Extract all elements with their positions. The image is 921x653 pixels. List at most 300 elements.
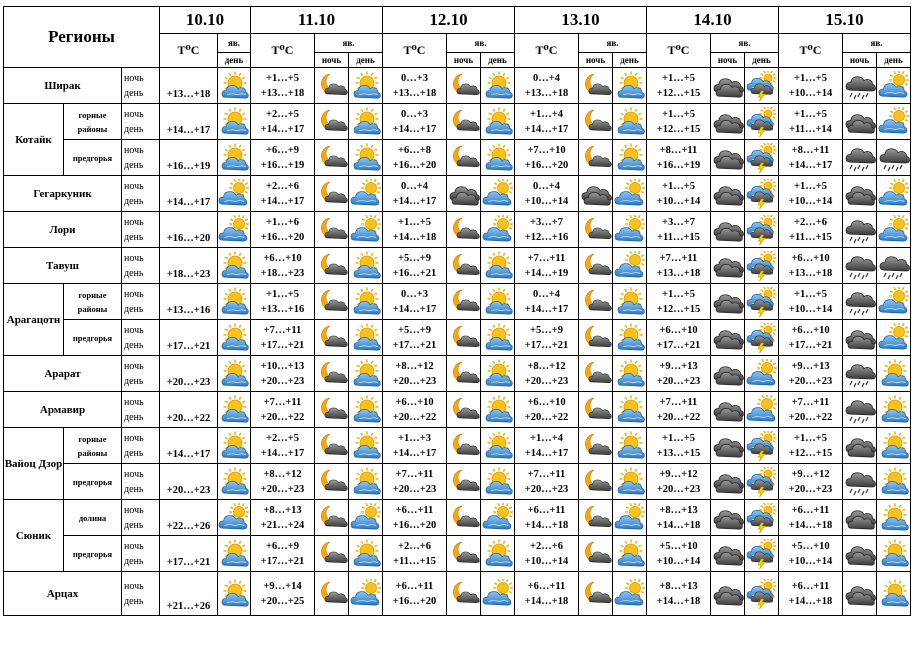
moon-cloud-icon (315, 500, 349, 536)
dark-cloud-icon (447, 176, 481, 212)
temperature-range: +6…+9 +17…+21 (251, 536, 315, 572)
dark-cloud-icon (711, 356, 745, 392)
temperature-day: +13…+16 (160, 284, 218, 320)
temperature-range: +7…+11 +20…+22 (647, 392, 711, 428)
temperature-day: +22…+26 (160, 500, 218, 536)
temperature-day: +20…+22 (160, 392, 218, 428)
temperature-range: +6…+11 +14…+18 (779, 572, 843, 616)
sun-cloud-icon (481, 320, 515, 356)
phenomena-header: яв. (447, 34, 515, 53)
sun-cloud-icon (481, 68, 515, 104)
temperature-range: +1…+5 +10…+14 (779, 68, 843, 104)
moon-cloud-icon (579, 464, 613, 500)
temperature-range: +6…+11 +14…+18 (515, 500, 579, 536)
sun-cloud-icon (349, 428, 383, 464)
dark-cloud-icon (579, 176, 613, 212)
table-row (4, 536, 911, 572)
cloud-sun-icon (877, 284, 911, 320)
cloud-sun-icon (613, 212, 647, 248)
temperature-range: 0…+4 +14…+17 (515, 284, 579, 320)
temperature-range: +1…+6 +16…+20 (251, 212, 315, 248)
temperature-range: 0…+4 +13…+18 (515, 68, 579, 104)
rain-cloud-icon (843, 68, 877, 104)
moon-cloud-icon (315, 68, 349, 104)
moon-cloud-icon (447, 572, 481, 616)
storm-icon (745, 212, 779, 248)
sun-cloud-icon (218, 248, 251, 284)
phenomena-header: яв. (218, 34, 251, 53)
sun-cloud-icon (218, 464, 251, 500)
storm-icon (745, 536, 779, 572)
rain-cloud-icon (843, 248, 877, 284)
temperature-range: +1…+5 +11…+14 (779, 104, 843, 140)
dark-cloud-icon (711, 68, 745, 104)
sun-cloud-icon (481, 284, 515, 320)
temperature-range: +8…+11 +14…+17 (779, 140, 843, 176)
moon-cloud-icon (315, 284, 349, 320)
sun-cloud-icon (877, 536, 911, 572)
temperature-range: +5…+9 +17…+21 (515, 320, 579, 356)
moon-cloud-icon (315, 176, 349, 212)
cloud-sun-icon (481, 500, 515, 536)
temperature-range: +7…+10 +16…+20 (515, 140, 579, 176)
temperature-range: +9…+12 +20…+23 (779, 464, 843, 500)
cloud-sun-icon (349, 212, 383, 248)
storm-icon (745, 140, 779, 176)
period-labels: ночь день (122, 284, 160, 320)
table-row (4, 356, 911, 392)
table-row (4, 284, 911, 320)
temperature-range: +9…+14 +20…+25 (251, 572, 315, 616)
temperature-range: +6…+11 +16…+20 (383, 572, 447, 616)
cloud-sun-icon (613, 572, 647, 616)
temperature-range: +6…+8 +16…+20 (383, 140, 447, 176)
cloud-sun-icon (218, 212, 251, 248)
subregion-name: предгорья (64, 140, 122, 176)
temperature-range: +9…+12 +20…+23 (647, 464, 711, 500)
temperature-range: +2…+6 +14…+17 (251, 176, 315, 212)
temperature-range: 0…+3 +14…+17 (383, 284, 447, 320)
sun-cloud-icon (218, 356, 251, 392)
period-labels: ночь день (122, 392, 160, 428)
dark-cloud-icon (711, 428, 745, 464)
temperature-header: T⁰C (251, 34, 315, 68)
sun-cloud-icon (349, 320, 383, 356)
table-row (4, 464, 911, 500)
table-row (4, 68, 911, 104)
sun-cloud-icon (218, 68, 251, 104)
dark-cloud-icon (711, 572, 745, 616)
date-header: 10.10 (160, 7, 251, 34)
sun-cloud-icon (877, 392, 911, 428)
sun-cloud-icon (218, 284, 251, 320)
table-row (4, 176, 911, 212)
temperature-range: +2…+6 +11…+15 (383, 536, 447, 572)
period-labels: ночь день (122, 140, 160, 176)
sun-cloud-icon (349, 248, 383, 284)
subregion-name: предгорья (64, 536, 122, 572)
moon-cloud-icon (315, 320, 349, 356)
temperature-range: 0…+3 +14…+17 (383, 104, 447, 140)
storm-icon (745, 500, 779, 536)
day-subheader: день (745, 53, 779, 68)
sun-cloud-icon (349, 356, 383, 392)
sun-cloud-icon (481, 392, 515, 428)
moon-cloud-icon (315, 248, 349, 284)
sun-cloud-icon (481, 428, 515, 464)
temperature-range: +3…+7 +11…+15 (647, 212, 711, 248)
temperature-range: +6…+9 +16…+19 (251, 140, 315, 176)
date-header: 12.10 (383, 7, 515, 34)
region-name: Гегаркуник (4, 176, 122, 212)
region-name: Армавир (4, 392, 122, 428)
storm-icon (745, 572, 779, 616)
subregion-name: долина (64, 500, 122, 536)
rain-cloud-icon (843, 464, 877, 500)
temperature-range: +1…+5 +12…+15 (647, 68, 711, 104)
period-labels: ночь день (122, 212, 160, 248)
temperature-range: +7…+11 +17…+21 (251, 320, 315, 356)
temperature-range: +2…+5 +14…+17 (251, 104, 315, 140)
moon-cloud-icon (447, 212, 481, 248)
moon-cloud-icon (447, 284, 481, 320)
rain-cloud-icon (877, 248, 911, 284)
sun-cloud-icon (218, 104, 251, 140)
moon-cloud-icon (315, 356, 349, 392)
storm-icon (745, 464, 779, 500)
dark-cloud-icon (711, 392, 745, 428)
region-name: Ширак (4, 68, 122, 104)
cloud-sun-icon (481, 572, 515, 616)
night-subheader: ночь (315, 53, 349, 68)
temperature-range: +6…+11 +14…+18 (515, 572, 579, 616)
regions-header: Регионы (4, 7, 160, 68)
phenomena-header: яв. (843, 34, 911, 53)
forecast-table (3, 6, 911, 616)
temperature-range: +1…+5 +10…+14 (647, 176, 711, 212)
moon-cloud-icon (579, 572, 613, 616)
storm-icon (745, 428, 779, 464)
moon-cloud-icon (579, 428, 613, 464)
sun-cloud-icon (218, 572, 251, 616)
sun-cloud-icon (613, 104, 647, 140)
table-row (4, 104, 911, 140)
dark-cloud-icon (711, 248, 745, 284)
moon-cloud-icon (579, 212, 613, 248)
temperature-day: +21…+26 (160, 572, 218, 616)
temperature-range: +7…+11 +13…+18 (647, 248, 711, 284)
region-name: Тавуш (4, 248, 122, 284)
region-name: Лори (4, 212, 122, 248)
storm-icon (745, 176, 779, 212)
sun-cloud-icon (613, 464, 647, 500)
sun-cloud-icon (349, 464, 383, 500)
rain-cloud-icon (877, 140, 911, 176)
temperature-range: +6…+10 +18…+23 (251, 248, 315, 284)
temperature-range: +7…+11 +20…+22 (779, 392, 843, 428)
temperature-range: +1…+5 +10…+14 (779, 176, 843, 212)
moon-cloud-icon (447, 428, 481, 464)
region-name: Сюник (4, 500, 64, 572)
day-subheader: день (877, 53, 911, 68)
sun-cloud-icon (613, 320, 647, 356)
temperature-range: +1…+5 +12…+15 (647, 284, 711, 320)
rain-cloud-icon (843, 392, 877, 428)
temperature-header: T⁰C (647, 34, 711, 68)
dark-cloud-icon (843, 428, 877, 464)
moon-cloud-icon (447, 392, 481, 428)
rain-cloud-icon (843, 356, 877, 392)
temperature-range: +1…+4 +14…+17 (515, 104, 579, 140)
sun-cloud-icon (613, 428, 647, 464)
night-subheader: ночь (579, 53, 613, 68)
moon-cloud-icon (579, 356, 613, 392)
table-row (4, 140, 911, 176)
phenomena-header: яв. (711, 34, 779, 53)
moon-cloud-icon (579, 536, 613, 572)
table-row (4, 572, 911, 616)
sun-cloud-icon (349, 536, 383, 572)
temperature-range: +1…+5 +13…+15 (647, 428, 711, 464)
moon-cloud-icon (579, 284, 613, 320)
temperature-range: +6…+10 +17…+21 (779, 320, 843, 356)
temperature-day: +17…+21 (160, 536, 218, 572)
sun-cloud-icon (218, 536, 251, 572)
cloud-sun-icon (877, 68, 911, 104)
cloud-sun-icon (349, 500, 383, 536)
dark-cloud-icon (843, 572, 877, 616)
temperature-range: +6…+11 +16…+20 (383, 500, 447, 536)
dark-cloud-icon (843, 536, 877, 572)
moon-cloud-icon (447, 248, 481, 284)
table-row (4, 248, 911, 284)
dark-cloud-icon (843, 176, 877, 212)
cloud-sun-icon (877, 104, 911, 140)
dark-cloud-icon (711, 212, 745, 248)
moon-cloud-icon (315, 104, 349, 140)
temperature-range: 0…+3 +13…+18 (383, 68, 447, 104)
moon-cloud-icon (315, 212, 349, 248)
temperature-range: +9…+13 +20…+23 (647, 356, 711, 392)
dark-cloud-icon (711, 500, 745, 536)
temperature-range: 0…+4 +14…+17 (383, 176, 447, 212)
temperature-day: +14…+17 (160, 176, 218, 212)
sun-cloud-icon (349, 140, 383, 176)
moon-cloud-icon (447, 140, 481, 176)
region-name: Котайк (4, 104, 64, 176)
night-subheader: ночь (447, 53, 481, 68)
temperature-range: +6…+10 +17…+21 (647, 320, 711, 356)
table-row (4, 500, 911, 536)
moon-cloud-icon (447, 68, 481, 104)
moon-cloud-icon (579, 392, 613, 428)
temperature-range: +6…+11 +14…+18 (779, 500, 843, 536)
temperature-range: +6…+10 +20…+22 (383, 392, 447, 428)
region-name: Арарат (4, 356, 122, 392)
dark-cloud-icon (711, 536, 745, 572)
moon-cloud-icon (315, 536, 349, 572)
sun-cloud-icon (218, 428, 251, 464)
moon-cloud-icon (315, 392, 349, 428)
dark-cloud-icon (711, 176, 745, 212)
table-row (4, 392, 911, 428)
sun-cloud-icon (481, 140, 515, 176)
sun-cloud-icon (349, 284, 383, 320)
cloud-sun-icon (481, 176, 515, 212)
period-labels: ночь день (122, 500, 160, 536)
temperature-day: +14…+17 (160, 104, 218, 140)
temperature-header: T⁰C (779, 34, 843, 68)
sun-cloud-icon (349, 104, 383, 140)
sun-cloud-icon (613, 284, 647, 320)
date-header: 13.10 (515, 7, 647, 34)
region-name: Арагацотн (4, 284, 64, 356)
temperature-day: +20…+23 (160, 464, 218, 500)
temperature-range: +2…+5 +14…+17 (251, 428, 315, 464)
subregion-name: горные районы (64, 104, 122, 140)
temperature-range: +5…+10 +10…+14 (647, 536, 711, 572)
sun-cloud-icon (877, 356, 911, 392)
day-subheader: день (218, 53, 251, 68)
temperature-day: +17…+21 (160, 320, 218, 356)
table-row (4, 320, 911, 356)
temperature-header: T⁰C (383, 34, 447, 68)
table-row (4, 428, 911, 464)
temperature-range: +1…+5 +12…+15 (647, 104, 711, 140)
cloud-sun-icon (745, 356, 779, 392)
sun-cloud-icon (877, 572, 911, 616)
cloud-sun-icon (745, 392, 779, 428)
temperature-range: +7…+11 +20…+23 (515, 464, 579, 500)
moon-cloud-icon (447, 320, 481, 356)
sun-cloud-icon (218, 392, 251, 428)
temperature-range: +8…+12 +20…+23 (383, 356, 447, 392)
cloud-sun-icon (349, 176, 383, 212)
temperature-day: +13…+18 (160, 68, 218, 104)
cloud-sun-icon (349, 572, 383, 616)
day-subheader: день (349, 53, 383, 68)
temperature-range: +6…+10 +20…+22 (515, 392, 579, 428)
temperature-day: +16…+20 (160, 212, 218, 248)
temperature-range: +8…+13 +21…+24 (251, 500, 315, 536)
moon-cloud-icon (447, 500, 481, 536)
temperature-range: +7…+11 +20…+23 (383, 464, 447, 500)
cloud-sun-icon (877, 212, 911, 248)
sun-cloud-icon (613, 140, 647, 176)
night-subheader: ночь (843, 53, 877, 68)
moon-cloud-icon (579, 248, 613, 284)
storm-icon (745, 320, 779, 356)
temperature-range: +1…+5 +12…+15 (779, 428, 843, 464)
temperature-range: +9…+13 +20…+23 (779, 356, 843, 392)
moon-cloud-icon (447, 536, 481, 572)
period-labels: ночь день (122, 68, 160, 104)
period-labels: ночь день (122, 104, 160, 140)
temperature-day: +18…+23 (160, 248, 218, 284)
sun-cloud-icon (481, 464, 515, 500)
temperature-header: T⁰C (515, 34, 579, 68)
storm-icon (745, 104, 779, 140)
sun-cloud-icon (481, 536, 515, 572)
sun-cloud-icon (613, 536, 647, 572)
temperature-range: +1…+3 +14…+17 (383, 428, 447, 464)
sun-cloud-icon (349, 392, 383, 428)
region-name: Арцах (4, 572, 122, 616)
rain-cloud-icon (843, 284, 877, 320)
period-labels: ночь день (122, 176, 160, 212)
temperature-range: 0…+4 +10…+14 (515, 176, 579, 212)
temperature-range: +5…+10 +10…+14 (779, 536, 843, 572)
storm-icon (745, 284, 779, 320)
temperature-range: +1…+5 +13…+18 (251, 68, 315, 104)
sun-cloud-icon (877, 428, 911, 464)
sun-cloud-icon (349, 68, 383, 104)
temperature-range: +1…+5 +13…+16 (251, 284, 315, 320)
subregion-name: горные районы (64, 428, 122, 464)
cloud-sun-icon (218, 176, 251, 212)
moon-cloud-icon (447, 464, 481, 500)
subregion-name: предгорья (64, 320, 122, 356)
temperature-range: +8…+13 +14…+18 (647, 500, 711, 536)
cloud-sun-icon (877, 320, 911, 356)
moon-cloud-icon (447, 356, 481, 392)
temperature-range: +1…+5 +14…+18 (383, 212, 447, 248)
day-subheader: день (613, 53, 647, 68)
moon-cloud-icon (315, 428, 349, 464)
dark-cloud-icon (843, 104, 877, 140)
temperature-range: +3…+7 +12…+16 (515, 212, 579, 248)
temperature-day: +20…+23 (160, 356, 218, 392)
period-labels: ночь день (122, 248, 160, 284)
cloud-sun-icon (877, 176, 911, 212)
phenomena-header: яв. (579, 34, 647, 53)
table-row (4, 212, 911, 248)
dark-cloud-icon (711, 104, 745, 140)
period-labels: ночь день (122, 428, 160, 464)
temperature-header: T⁰C (160, 34, 218, 68)
cloud-sun-icon (613, 176, 647, 212)
date-header: 11.10 (251, 7, 383, 34)
temperature-range: +8…+12 +20…+23 (251, 464, 315, 500)
phenomena-header: яв. (315, 34, 383, 53)
rain-cloud-icon (843, 212, 877, 248)
sun-cloud-icon (481, 356, 515, 392)
cloud-sun-icon (218, 500, 251, 536)
temperature-range: +1…+5 +10…+14 (779, 284, 843, 320)
subregion-name: горные районы (64, 284, 122, 320)
moon-cloud-icon (579, 140, 613, 176)
temperature-range: +8…+12 +20…+23 (515, 356, 579, 392)
day-subheader: день (481, 53, 515, 68)
moon-cloud-icon (315, 140, 349, 176)
storm-icon (745, 248, 779, 284)
moon-cloud-icon (315, 464, 349, 500)
temperature-range: +7…+11 +14…+19 (515, 248, 579, 284)
sun-cloud-icon (481, 248, 515, 284)
sun-cloud-icon (218, 140, 251, 176)
period-labels: ночь день (122, 464, 160, 500)
temperature-range: +10…+13 +20…+23 (251, 356, 315, 392)
moon-cloud-icon (315, 572, 349, 616)
temperature-day: +16…+19 (160, 140, 218, 176)
moon-cloud-icon (579, 104, 613, 140)
sun-cloud-icon (877, 500, 911, 536)
rain-cloud-icon (843, 140, 877, 176)
dark-cloud-icon (711, 464, 745, 500)
date-header: 14.10 (647, 7, 779, 34)
date-header: 15.10 (779, 7, 911, 34)
temperature-day: +14…+17 (160, 428, 218, 464)
